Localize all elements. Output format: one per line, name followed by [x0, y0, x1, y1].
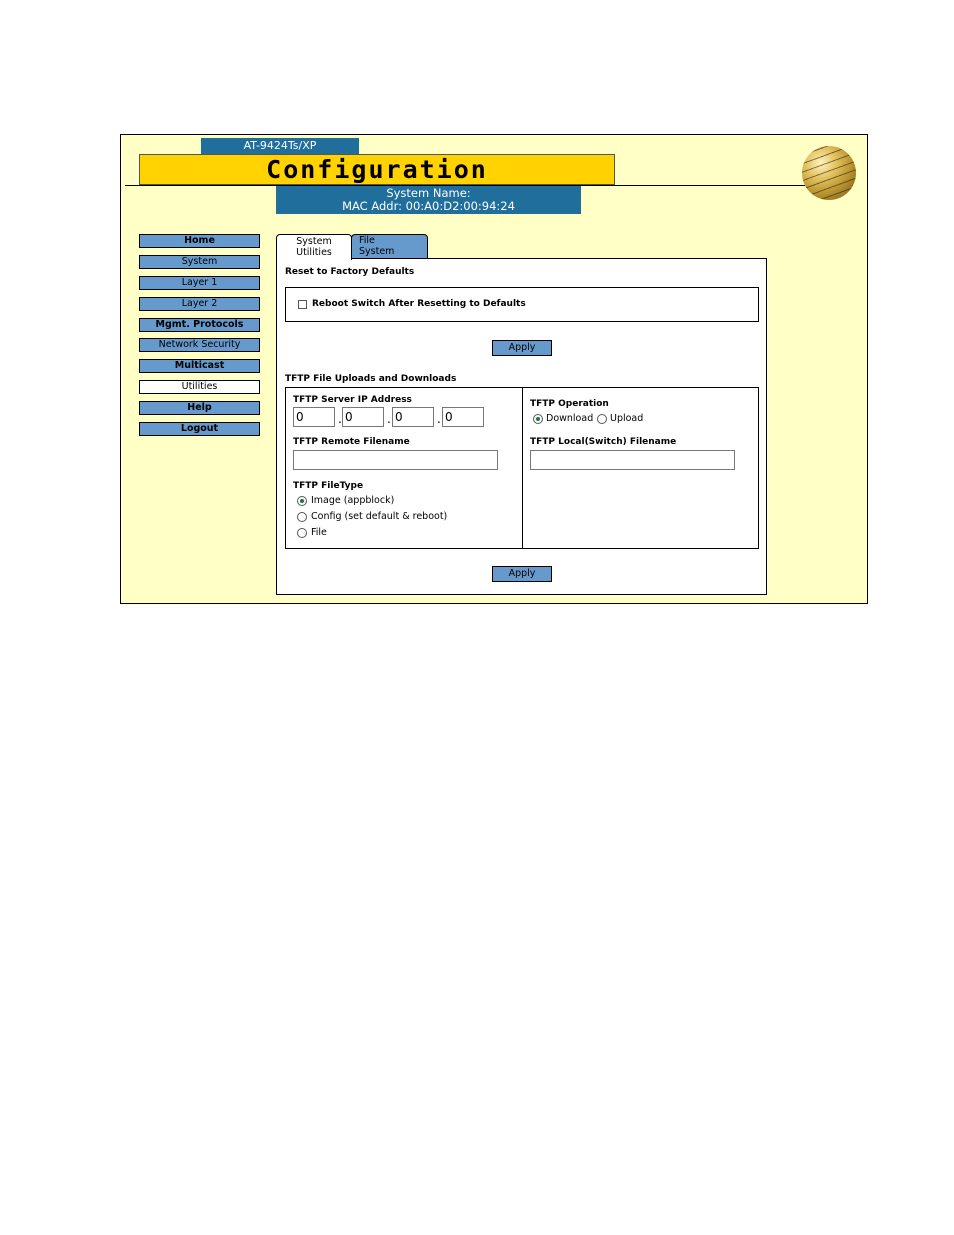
nav-item-help[interactable]: Help — [139, 401, 260, 415]
tftp-remote-filename-label: TFTP Remote Filename — [293, 437, 410, 447]
tab-file-system[interactable] — [351, 234, 428, 259]
tab-system-utilities[interactable] — [276, 234, 352, 260]
nav-item-utilities[interactable]: Utilities — [139, 380, 260, 394]
nav-item-system[interactable]: System — [139, 255, 260, 269]
page-title: Configuration — [266, 155, 488, 184]
tftp-server-ip-label: TFTP Server IP Address — [293, 395, 412, 405]
ip-octet-2-input[interactable]: 0 — [342, 407, 384, 427]
reboot-after-reset-checkbox[interactable] — [298, 300, 307, 309]
tftp-apply-button[interactable]: Apply — [492, 566, 552, 582]
filetype-config-radio[interactable] — [297, 512, 307, 522]
tab-system-utilities-line2: Utilities — [296, 247, 332, 258]
operation-download-label: Download — [546, 413, 594, 424]
reboot-after-reset-label: Reboot Switch After Resetting to Defaults — [312, 299, 526, 309]
nav-item-logout[interactable]: Logout — [139, 422, 260, 436]
model-label: AT-9424Ts/XP — [201, 138, 359, 154]
system-name-label: System Name: — [386, 186, 471, 200]
nav-item-home[interactable]: Home — [139, 234, 260, 248]
sidebar-nav — [139, 234, 261, 443]
nav-item-network-security[interactable]: Network Security — [139, 338, 260, 352]
configuration-frame — [120, 134, 868, 604]
ip-dot-separator: . — [338, 412, 342, 426]
mac-address-label: MAC Addr: 00:A0:D2:00:94:24 — [342, 199, 515, 213]
filetype-image-label: Image (appblock) — [311, 495, 395, 506]
filetype-file-label: File — [311, 527, 327, 538]
tftp-filetype-label: TFTP FileType — [293, 481, 364, 491]
ip-octet-3-input[interactable]: 0 — [392, 407, 434, 427]
page-title-bar — [139, 154, 615, 185]
operation-upload-label: Upload — [610, 413, 644, 424]
tftp-remote-filename-input[interactable] — [293, 450, 498, 470]
system-info-box — [276, 186, 581, 214]
ip-dot-separator: . — [437, 412, 441, 426]
tab-file-system-line1: File — [359, 235, 375, 246]
filetype-image-radio[interactable] — [297, 496, 307, 506]
system-utilities-panel — [276, 258, 767, 595]
tftp-local-filename-input[interactable] — [530, 450, 735, 470]
tab-system-utilities-line1: System — [296, 236, 332, 247]
tab-file-system-line2: System — [359, 246, 395, 257]
ip-dot-separator: . — [387, 412, 391, 426]
ip-octet-4-input[interactable]: 0 — [442, 407, 484, 427]
operation-download-radio[interactable] — [533, 414, 543, 424]
factory-defaults-box — [285, 287, 759, 322]
tftp-operation-label: TFTP Operation — [530, 399, 609, 409]
nav-item-layer-1[interactable]: Layer 1 — [139, 276, 260, 290]
nav-item-layer-2[interactable]: Layer 2 — [139, 297, 260, 311]
filetype-file-radio[interactable] — [297, 528, 307, 538]
nav-item-multicast[interactable]: Multicast — [139, 359, 260, 373]
operation-upload-radio[interactable] — [597, 414, 607, 424]
tftp-column-divider — [522, 388, 523, 548]
globe-logo-icon — [802, 146, 856, 200]
nav-item-mgmt-protocols[interactable]: Mgmt. Protocols — [139, 318, 260, 332]
filetype-config-label: Config (set default & reboot) — [311, 511, 448, 522]
ip-octet-1-input[interactable]: 0 — [293, 407, 335, 427]
tftp-heading: TFTP File Uploads and Downloads — [285, 374, 457, 384]
tftp-local-filename-label: TFTP Local(Switch) Filename — [530, 437, 677, 447]
factory-defaults-heading: Reset to Factory Defaults — [285, 267, 415, 277]
factory-apply-button[interactable]: Apply — [492, 340, 552, 356]
